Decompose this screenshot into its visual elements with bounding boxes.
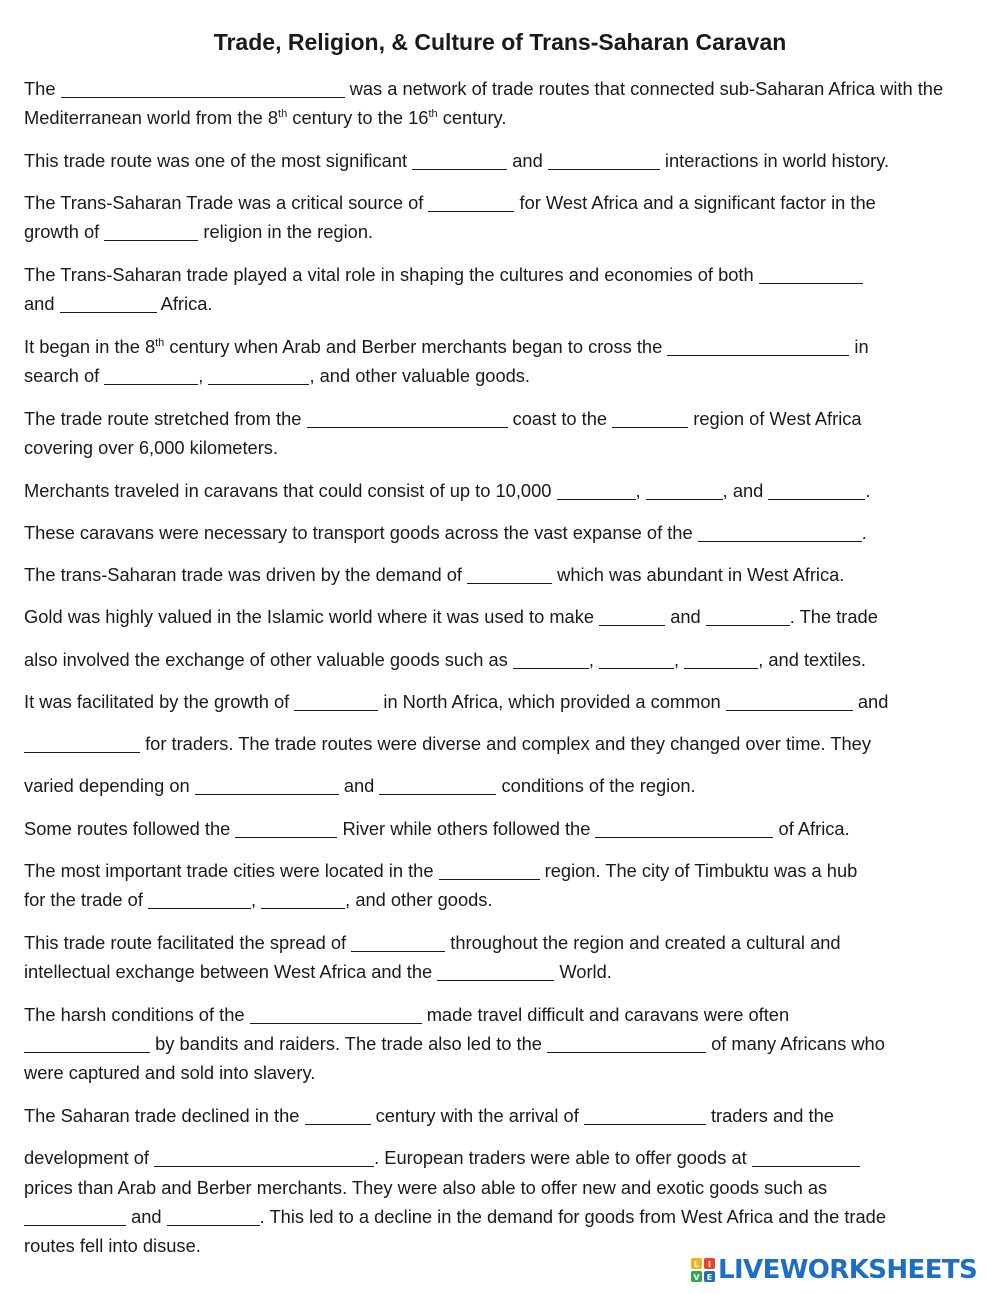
text-line: The harsh conditions of the made travel difficult and caravans were often: [24, 1004, 790, 1025]
text-line: The most important trade cities were located in the region. The city of Timbuktu was a hub: [24, 860, 858, 881]
text-line: Gold was highly valued in the Islamic world where it was used to make and . The trade: [24, 606, 878, 627]
brand-name: LIVEWORKSHEETS: [718, 1255, 978, 1285]
answer-blank[interactable]: [667, 337, 849, 356]
text-line: and Africa.: [24, 293, 213, 314]
answer-blank[interactable]: [261, 890, 345, 909]
text-line: It was facilitated by the growth of in North Africa, which provided a common and: [24, 691, 889, 712]
text-line: by bandits and raiders. The trade also led to the of many Africans who: [24, 1029, 984, 1058]
answer-blank[interactable]: [167, 1207, 260, 1226]
text-line: This trade route was one of the most significant and interactions in world history.: [24, 150, 890, 171]
liveworksheets-logo[interactable]: [690, 1255, 977, 1285]
answer-blank[interactable]: [439, 861, 540, 880]
text-line: Some routes followed the River while others followed the of Africa.: [24, 818, 850, 839]
answer-blank[interactable]: [548, 151, 660, 170]
svg-text:L: L: [693, 1260, 700, 1269]
answer-blank[interactable]: [24, 1034, 150, 1053]
answer-blank[interactable]: [379, 776, 496, 795]
answer-blank[interactable]: [61, 79, 345, 98]
answer-blank[interactable]: [595, 819, 773, 838]
answer-blank[interactable]: [208, 366, 309, 385]
answer-blank[interactable]: [752, 1148, 860, 1167]
answer-blank[interactable]: [513, 650, 589, 669]
text-line: varied depending on and conditions of the region.: [24, 775, 696, 796]
text-line: prices than Arab and Berber merchants. They were also able to offer new and exotic goods such as: [24, 1177, 828, 1198]
answer-blank[interactable]: [412, 151, 507, 170]
answer-blank[interactable]: [599, 607, 665, 626]
answer-blank[interactable]: [154, 1148, 374, 1167]
answer-blank[interactable]: [24, 734, 140, 753]
answer-blank[interactable]: [60, 294, 157, 313]
text-line: for traders. The trade routes were diverse and complex and they changed over time. They: [24, 729, 984, 758]
text-line: routes fell into disuse.: [24, 1235, 201, 1256]
answer-blank[interactable]: [305, 1106, 371, 1125]
answer-blank[interactable]: [437, 962, 554, 981]
answer-blank[interactable]: [104, 222, 198, 241]
liveworksheets-logo-icon: [690, 1257, 716, 1283]
answer-blank[interactable]: [684, 650, 758, 669]
text-line: The Trans-Saharan trade played a vital role in shaping the cultures and economies of both: [24, 260, 984, 289]
answer-blank[interactable]: [195, 776, 339, 795]
text-line: The Saharan trade declined in the century with the arrival of traders and the: [24, 1105, 834, 1126]
text-line: covering over 6,000 kilometers.: [24, 437, 279, 458]
text-line: The Trans-Saharan Trade was a critical source of for West Africa and a significant factor in the: [24, 192, 876, 213]
answer-blank[interactable]: [24, 1207, 126, 1226]
answer-blank[interactable]: [235, 819, 337, 838]
text-line: This trade route facilitated the spread of throughout the region and created a cultural and: [24, 932, 841, 953]
text-line: Merchants traveled in caravans that could consist of up to 10,000 , , and .: [24, 480, 871, 501]
answer-blank[interactable]: [294, 692, 378, 711]
answer-blank[interactable]: [612, 409, 688, 428]
svg-text:I: I: [708, 1260, 711, 1269]
answer-blank[interactable]: [599, 650, 674, 669]
answer-blank[interactable]: [467, 565, 552, 584]
answer-blank[interactable]: [768, 481, 865, 500]
answer-blank[interactable]: [584, 1106, 706, 1125]
answer-blank[interactable]: [646, 481, 723, 500]
text-line: The trade route stretched from the coast to the region of West Africa: [24, 408, 862, 429]
text-line: were captured and sold into slavery.: [24, 1062, 316, 1083]
answer-blank[interactable]: [726, 692, 853, 711]
text-line: Mediterranean world from the 8th century to the 16th century.: [24, 107, 507, 128]
text-line: intellectual exchange between West Africa and the World.: [24, 961, 612, 982]
answer-blank[interactable]: [307, 409, 508, 428]
svg-text:V: V: [693, 1273, 700, 1282]
text-line: These caravans were necessary to transport goods across the vast expanse of the .: [24, 522, 867, 543]
answer-blank[interactable]: [148, 890, 251, 909]
text-line: and . This led to a decline in the demand for goods from West Africa and the trade: [24, 1202, 984, 1231]
answer-blank[interactable]: [351, 933, 445, 952]
text-line: search of , , and other valuable goods.: [24, 365, 531, 386]
answer-blank[interactable]: [759, 265, 863, 284]
answer-blank[interactable]: [250, 1005, 422, 1024]
answer-blank[interactable]: [104, 366, 198, 385]
text-line: growth of religion in the region.: [24, 221, 374, 242]
svg-text:E: E: [706, 1273, 713, 1282]
answer-blank[interactable]: [706, 607, 790, 626]
answer-blank[interactable]: [557, 481, 636, 500]
text-line: It began in the 8th century when Arab and Berber merchants began to cross the in: [24, 336, 869, 357]
text-line: also involved the exchange of other valuable goods such as , , , and textiles.: [24, 649, 866, 670]
text-line: The trans-Saharan trade was driven by the demand of which was abundant in West Africa.: [24, 564, 845, 585]
answer-blank[interactable]: [547, 1034, 706, 1053]
page-title: Trade, Religion, & Culture of Trans-Saharan Caravan: [213, 29, 787, 55]
answer-blank[interactable]: [698, 523, 862, 542]
answer-blank[interactable]: [428, 193, 514, 212]
text-line: development of . European traders were able to offer goods at: [24, 1143, 984, 1172]
text-line: The was a network of trade routes that connected sub-Saharan Africa with the: [24, 78, 944, 99]
text-line: for the trade of , , and other goods.: [24, 889, 493, 910]
